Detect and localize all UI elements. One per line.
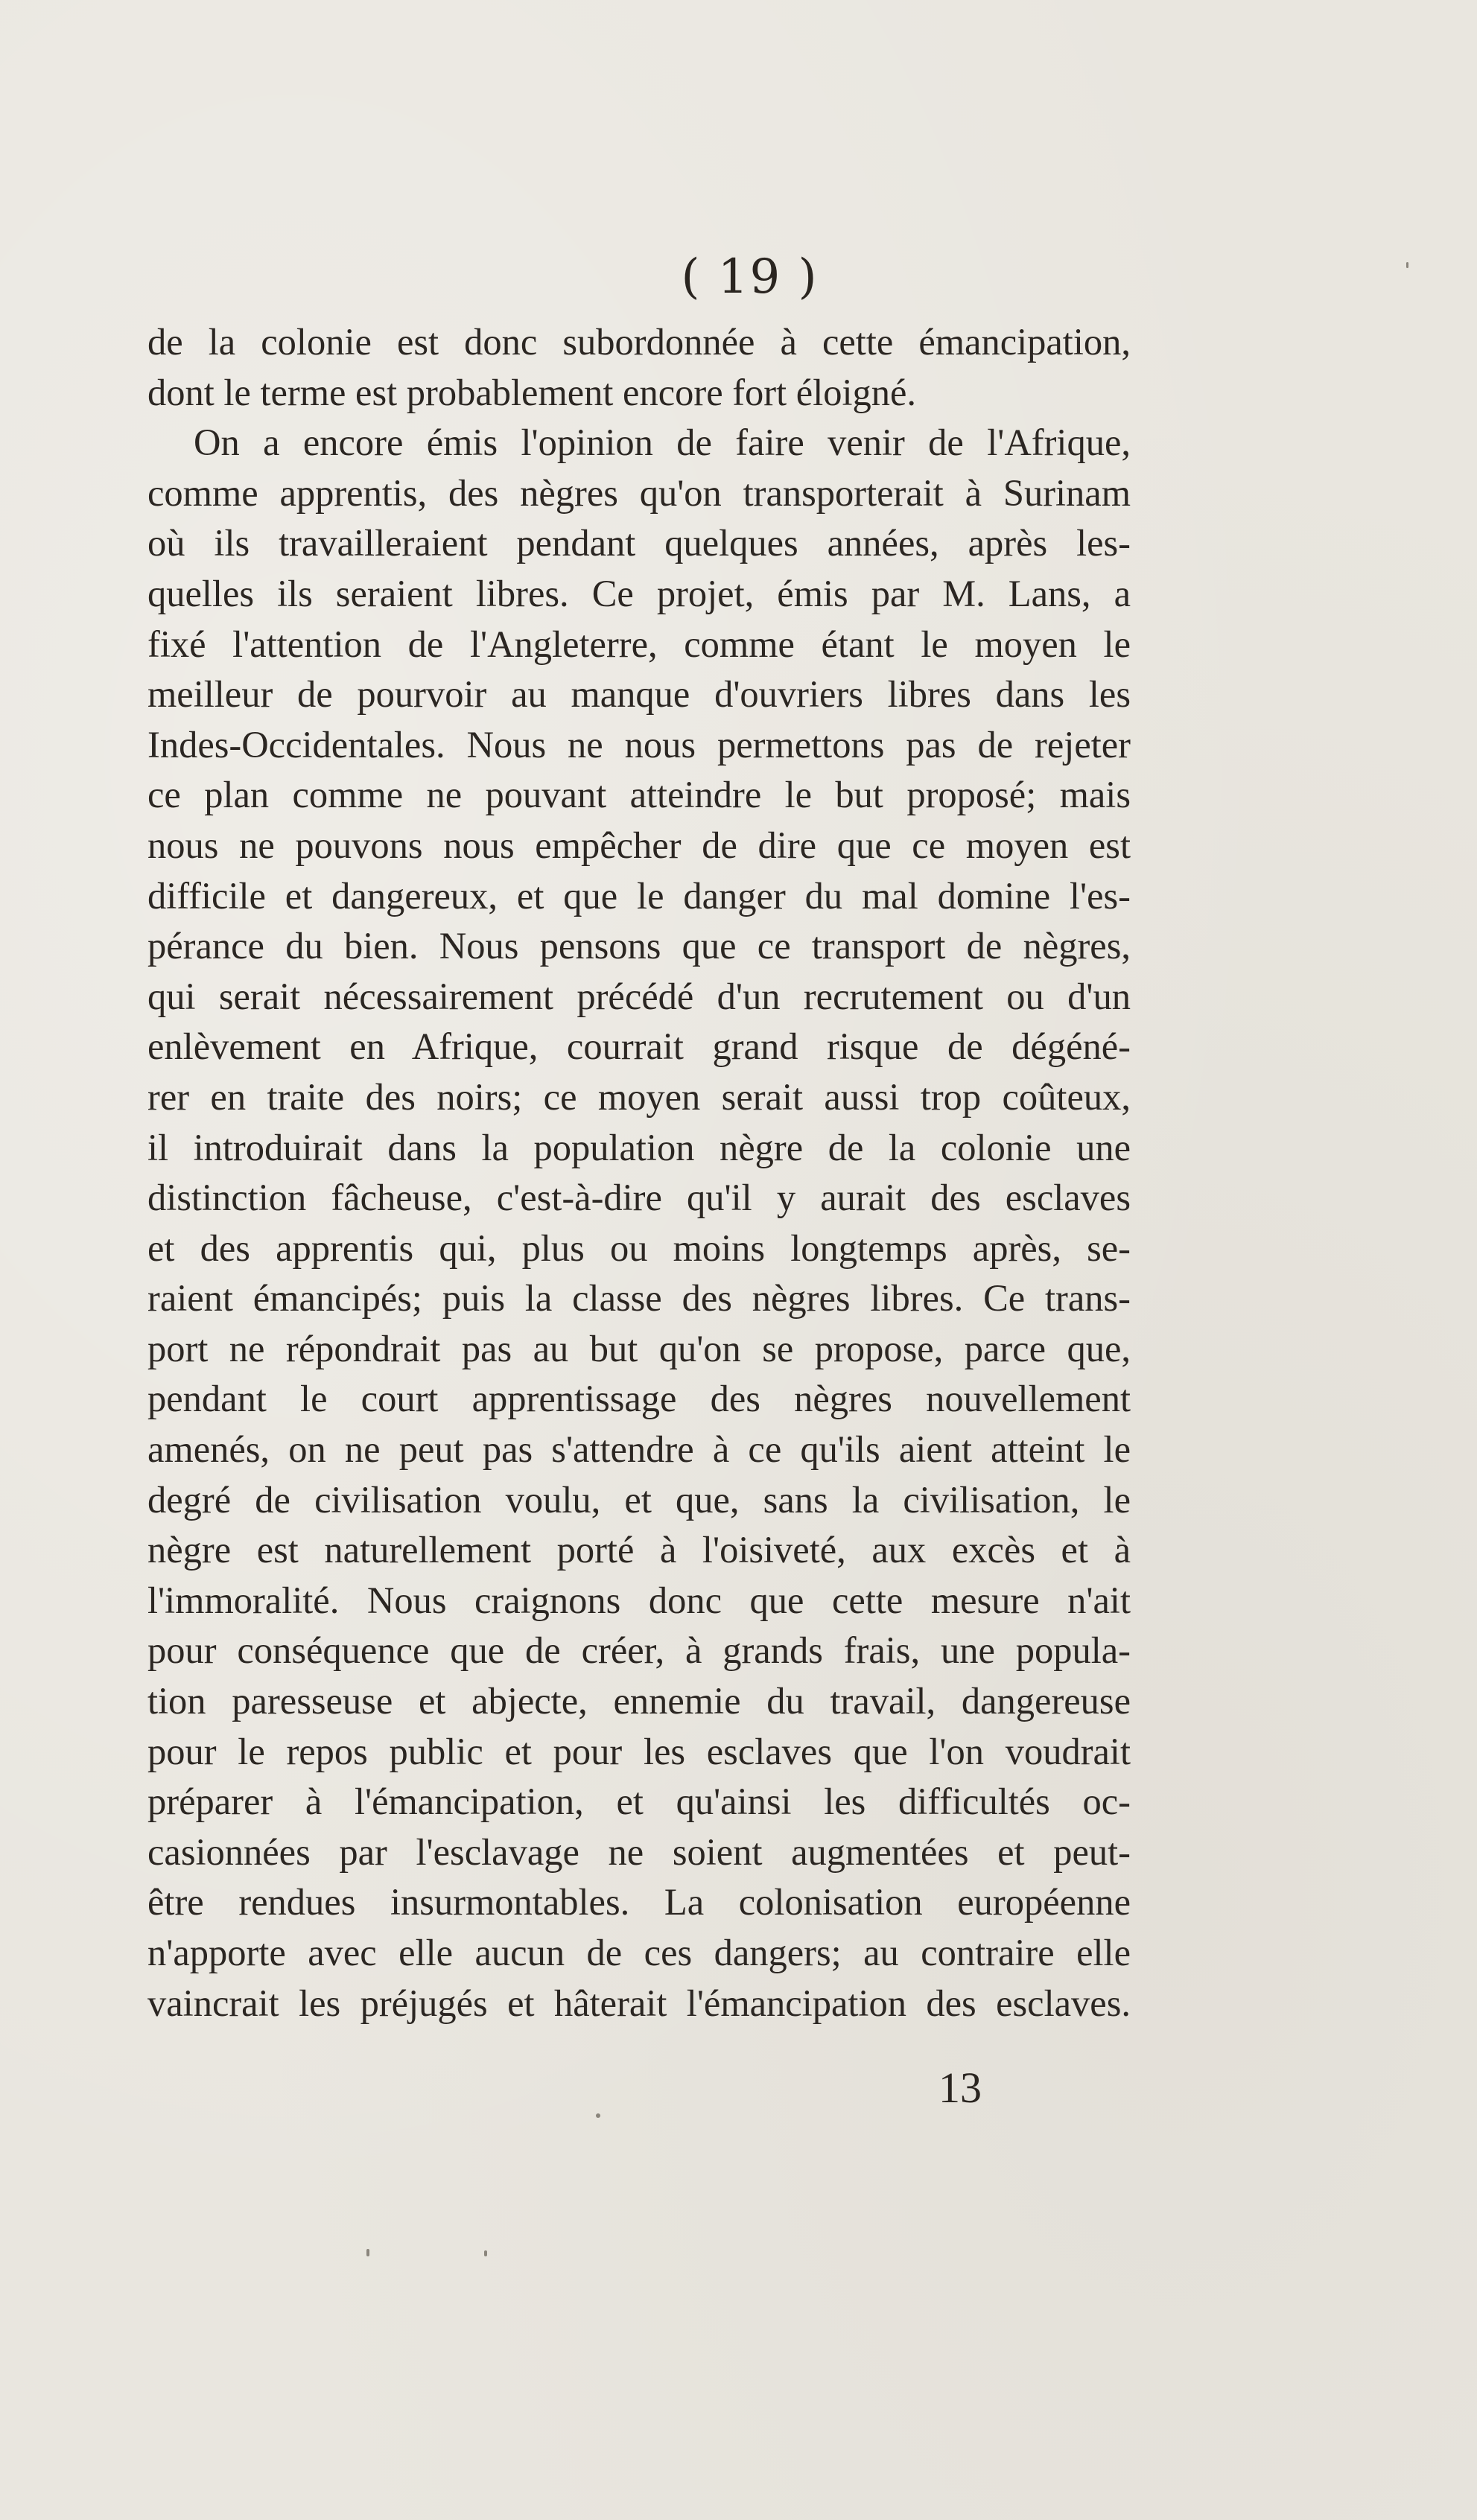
paper-speck	[484, 2250, 487, 2256]
text-line: On a encore émis l'opinion de faire venir de l'Afrique,	[194, 421, 1131, 464]
text-line: casionnées par l'esclavage ne soient augmentées et peut-	[147, 1830, 1131, 1873]
page-number: ( 19 )	[681, 249, 819, 305]
text-line: dont le terme est probablement encore fort éloigné.	[147, 371, 917, 413]
text-line: l'immoralité. Nous craignons donc que cette mesure n'ait	[147, 1579, 1131, 1621]
text-line: nègre est naturellement porté à l'oisiveté, aux excès et à	[147, 1529, 1131, 1571]
text-line: pendant le court apprentissage des nègres nouvellement	[147, 1378, 1131, 1420]
text-line: raient émancipés; puis la classe des nègres libres. Ce trans-	[147, 1277, 1131, 1320]
text-line: quelles ils seraient libres. Ce projet, émis par M. Lans, a	[147, 572, 1131, 614]
text-line: pérance du bien. Nous pensons que ce transport de nègres,	[147, 925, 1131, 967]
text-line: où ils travailleraient pendant quelques années, après les-	[147, 522, 1131, 564]
text-line: rer en traite des noirs; ce moyen serait aussi trop coûteux,	[147, 1075, 1131, 1118]
text-line: de la colonie est donc subordonnée à cette émancipation,	[147, 321, 1131, 363]
text-line: pour le repos public et pour les esclaves que l'on voudrait	[147, 1730, 1131, 1772]
signature-mark: 13	[938, 2064, 982, 2112]
text-line: nous ne pouvons nous empêcher de dire que ce moyen est	[147, 824, 1131, 866]
text-line: qui serait nécessairement précédé d'un recrutement ou d'un	[147, 975, 1131, 1017]
text-line: distinction fâcheuse, c'est-à-dire qu'il y aurait des esclaves	[147, 1177, 1131, 1219]
text-line: amenés, on ne peut pas s'attendre à ce qu'ils aient atteint le	[147, 1428, 1131, 1471]
text-line: meilleur de pourvoir au manque d'ouvriers libres dans les	[147, 673, 1131, 716]
text-line: vaincrait les préjugés et hâterait l'émancipation des esclaves.	[147, 1982, 1131, 2024]
paper-speck	[1406, 262, 1408, 268]
text-line: et des apprentis qui, plus ou moins longtemps après, se-	[147, 1226, 1131, 1269]
body-text	[147, 317, 1131, 2029]
text-line: il introduirait dans la population nègre de la colonie une	[147, 1126, 1131, 1168]
text-line: degré de civilisation voulu, et que, sans la civilisation, le	[147, 1478, 1131, 1521]
text-line: difficile et dangereux, et que le danger du mal domine l'es-	[147, 874, 1131, 917]
text-line: pour conséquence que de créer, à grands frais, une popula-	[147, 1629, 1131, 1672]
text-line: Indes-Occidentales. Nous ne nous permettons pas de rejeter	[147, 723, 1131, 766]
text-line: fixé l'attention de l'Angleterre, comme étant le moyen le	[147, 623, 1131, 665]
text-line: comme apprentis, des nègres qu'on transporterait à Surinam	[147, 471, 1131, 514]
paper-speck	[366, 2249, 369, 2256]
text-line: préparer à l'émancipation, et qu'ainsi les difficultés oc-	[147, 1781, 1131, 1823]
text-line: port ne répondrait pas au but qu'on se propose, parce que,	[147, 1327, 1131, 1369]
text-line: enlèvement en Afrique, courrait grand risque de dégéné-	[147, 1025, 1131, 1068]
text-line: ce plan comme ne pouvant atteindre le but proposé; mais	[147, 774, 1131, 816]
text-line: être rendues insurmontables. La colonisation européenne	[147, 1881, 1131, 1924]
text-line: tion paresseuse et abjecte, ennemie du travail, dangereuse	[147, 1680, 1131, 1722]
paper-speck	[596, 2113, 600, 2118]
text-line: n'apporte avec elle aucun de ces dangers; au contraire elle	[147, 1932, 1131, 1973]
